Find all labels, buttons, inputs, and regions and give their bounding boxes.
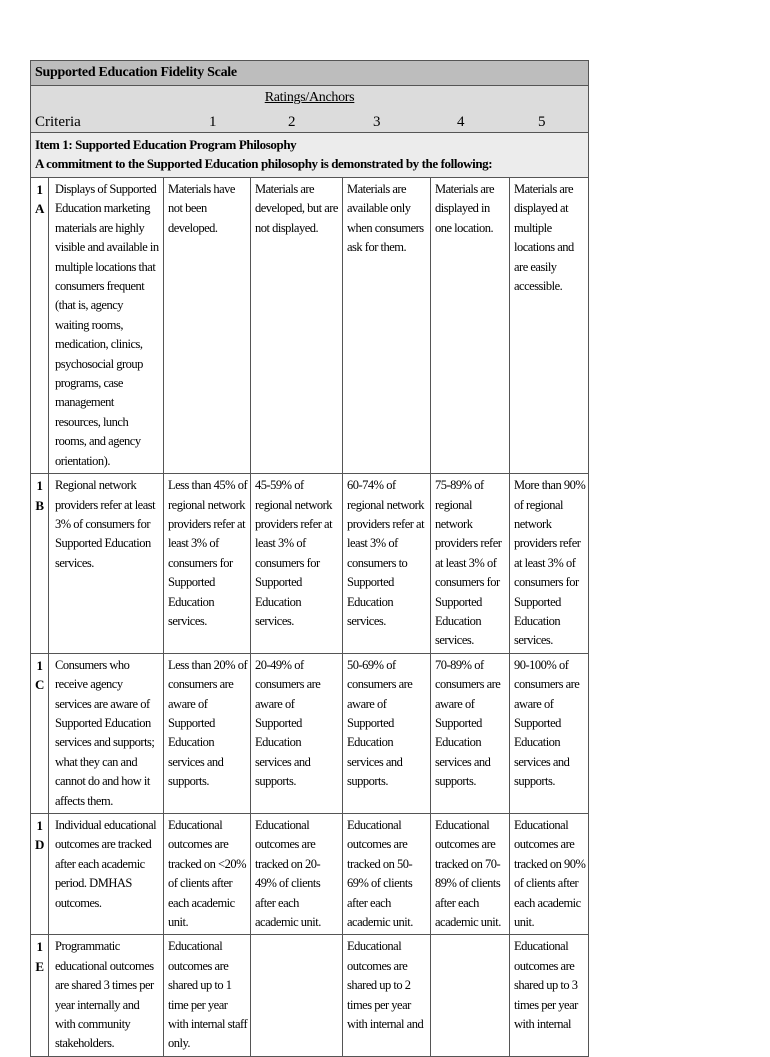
- fidelity-scale-table: [30, 60, 589, 1057]
- anchor-rating-5: 90-100% of consumers are aware of Supported Education services and supports.: [510, 653, 589, 813]
- header-row: [31, 86, 589, 133]
- row-number: 1: [36, 182, 43, 197]
- criteria-text: Consumers who receive agency services are aware of Supported Education services and supports; what they can and cannot do and how it affects them.: [49, 653, 164, 813]
- rating-header-4: 4: [457, 114, 465, 130]
- anchor-rating-1: Less than 45% of regional network providers refer at least 3% of consumers for Supported Education services.: [164, 474, 251, 654]
- row-index: [31, 474, 49, 654]
- criteria-text: Displays of Supported Education marketing materials are highly visible and available in multiple locations that consumers frequent (that is, agency waiting rooms, medication, clinics, psychosocial group programs, case management resources, lunch rooms, and agency orientation).: [49, 178, 164, 474]
- anchor-rating-4: Materials are displayed in one location.: [431, 178, 510, 474]
- anchor-rating-1: Educational outcomes are tracked on <20% of clients after each academic unit.: [164, 814, 251, 935]
- anchor-rating-4: 70-89% of consumers are aware of Supported Education services and supports.: [431, 653, 510, 813]
- row-index: [31, 935, 49, 1056]
- title-row: [31, 61, 589, 86]
- rating-header-5: 5: [538, 114, 546, 130]
- criteria-row-e: [31, 935, 589, 1056]
- row-number: 1: [36, 939, 43, 955]
- criteria-text: Individual educational outcomes are tracked after each academic period. DMHAS outcomes.: [49, 814, 164, 935]
- rating-header-2: 2: [288, 114, 296, 130]
- anchor-rating-3: 60-74% of regional network providers refer at least 3% of consumers to Supported Education services.: [343, 474, 431, 654]
- anchor-rating-2: 20-49% of consumers are aware of Supported Education services and supports.: [251, 653, 343, 813]
- criteria-row-d: [31, 814, 589, 935]
- row-letter: C: [35, 677, 44, 693]
- anchor-rating-5: Materials are displayed at multiple locations and are easily accessible.: [510, 178, 589, 474]
- anchor-rating-4: [431, 935, 510, 1056]
- anchor-rating-1: Educational outcomes are shared up to 1 time per year with internal staff only.: [164, 935, 251, 1056]
- rating-header-3: 3: [373, 114, 381, 130]
- item-subtitle: A commitment to the Supported Education philosophy is demonstrated by the following:: [35, 156, 493, 171]
- anchor-rating-3: Educational outcomes are shared up to 2 times per year with internal and: [343, 935, 431, 1056]
- anchor-rating-1: Less than 20% of consumers are aware of Supported Education services and supports.: [164, 653, 251, 813]
- criteria-text: Regional network providers refer at least 3% of consumers for Supported Education services.: [49, 474, 164, 654]
- row-index: [31, 814, 49, 935]
- scale-title: Supported Education Fidelity Scale: [31, 61, 589, 86]
- row-letter: D: [35, 837, 44, 853]
- rating-header-1: 1: [209, 114, 217, 130]
- item-header-cell: [31, 133, 589, 178]
- anchor-rating-2: 45-59% of regional network providers refer at least 3% of consumers for Supported Education services.: [251, 474, 343, 654]
- criteria-row-b: [31, 474, 589, 654]
- anchor-rating-3: Materials are available only when consumers ask for them.: [343, 178, 431, 474]
- anchor-rating-3: 50-69% of consumers are aware of Supported Education services and supports.: [343, 653, 431, 813]
- anchor-rating-5: Educational outcomes are shared up to 3 times per year with internal: [510, 935, 589, 1056]
- anchor-rating-5: Educational outcomes are tracked on 90% of clients after each academic unit.: [510, 814, 589, 935]
- anchor-rating-2: Materials are developed, but are not displayed.: [251, 178, 343, 474]
- row-number: 1: [36, 657, 43, 673]
- row-letter: A: [35, 201, 44, 217]
- criteria-text: Programmatic educational outcomes are shared 3 times per year internally and with community stakeholders.: [49, 935, 164, 1056]
- anchor-rating-1: Materials have not been developed.: [164, 178, 251, 474]
- fidelity-scale-sheet: [30, 60, 588, 1057]
- anchor-rating-5: More than 90% of regional network providers refer at least 3% of consumers for Supported Education services.: [510, 474, 589, 654]
- row-index: [31, 653, 49, 813]
- row-index: [31, 178, 49, 474]
- header-cell: [31, 86, 589, 133]
- row-number: 1: [36, 478, 43, 494]
- row-letter: E: [35, 958, 44, 974]
- item-header-row: [31, 133, 589, 178]
- anchor-rating-2: [251, 935, 343, 1056]
- criteria-row-c: [31, 653, 589, 813]
- anchor-rating-3: Educational outcomes are tracked on 50-69% of clients after each academic unit.: [343, 814, 431, 935]
- ratings-anchors-label: Ratings/Anchors: [264, 90, 355, 105]
- criteria-row-a: [31, 178, 589, 474]
- anchor-rating-4: Educational outcomes are tracked on 70-89% of clients after each academic unit.: [431, 814, 510, 935]
- row-number: 1: [36, 818, 43, 833]
- criteria-label: Criteria: [35, 114, 81, 130]
- anchor-rating-4: 75-89% of regional network providers refer at least 3% of consumers for Supported Education services.: [431, 474, 510, 654]
- item-title: Item 1: Supported Education Program Philosophy: [35, 137, 297, 152]
- row-letter: B: [35, 497, 44, 513]
- anchor-rating-2: Educational outcomes are tracked on 20-49% of clients after each academic unit.: [251, 814, 343, 935]
